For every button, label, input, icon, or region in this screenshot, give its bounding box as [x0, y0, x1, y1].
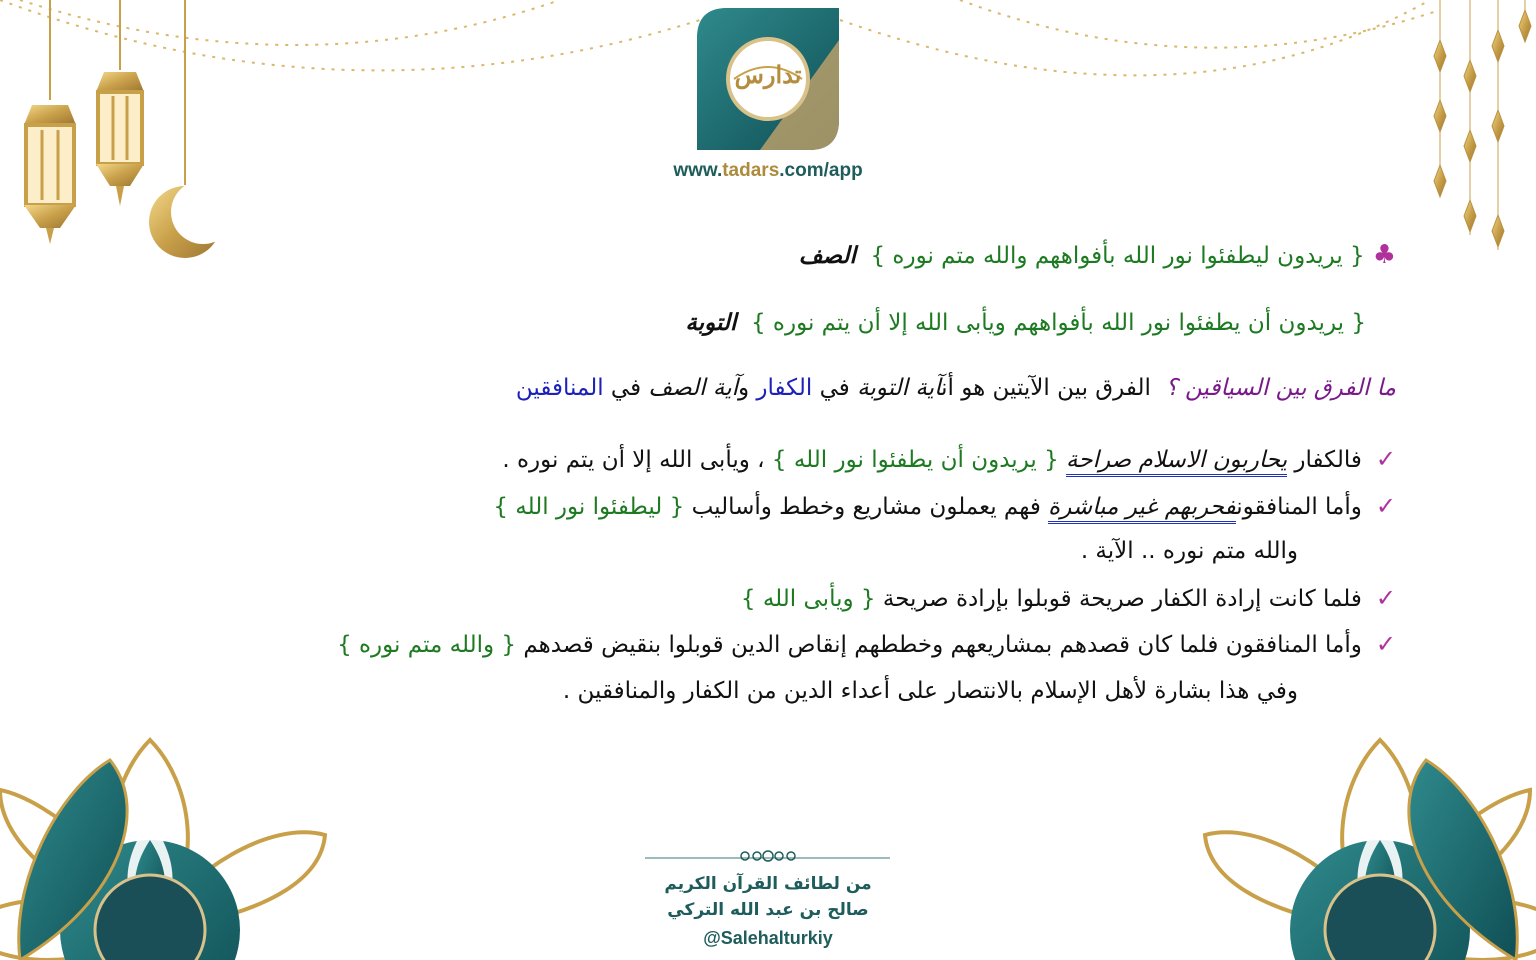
point-2-continuation: والله متم نوره .. الآية . — [1080, 538, 1298, 564]
check-icon: ✓ — [1375, 630, 1396, 658]
check-icon: ✓ — [1375, 445, 1396, 473]
question-line: ما الفرق بين السياقين ؟ الفرق بين الآيتين هو أنآية التوبة في الكفار وآية الصف في المنافقين — [515, 375, 1396, 401]
point-1: ✓فالكفار يحاربون الاسلام صراحة { يريدون أن يطفئوا نور الله } ، ويأبى الله إلا أن يتم نوره . — [502, 445, 1396, 473]
check-icon: ✓ — [1375, 492, 1396, 520]
footer-divider — [645, 851, 890, 861]
lantern-icon — [24, 0, 76, 244]
point-3: ✓فلما كانت إرادة الكفار صريحة قوبلوا بإرادة صريحة { ويأبى الله } — [740, 584, 1396, 612]
hanging-ornaments-right — [1434, 0, 1531, 250]
footer-handle[interactable]: @Salehalturkiy — [703, 928, 833, 948]
verse-saff: ♣{ يريدون ليطفئوا نور الله بأفواههم والله متم نوره } الصف — [798, 240, 1396, 270]
app-url[interactable]: www.tadars.com/app — [673, 160, 863, 181]
club-icon: ♣ — [1372, 240, 1396, 270]
logo-text: تدارس — [734, 60, 802, 89]
crescent-icon — [149, 0, 235, 258]
check-icon: ✓ — [1375, 584, 1396, 612]
bead-garland-right — [840, 0, 1440, 75]
footer-line-1: من لطائف القرآن الكريم — [664, 874, 872, 894]
surah-name-saff: الصف — [798, 243, 856, 269]
point-4-continuation: وفي هذا بشارة لأهل الإسلام بالانتصار على أعداء الدين من الكفار والمنافقين . — [562, 678, 1298, 704]
lantern-icon — [96, 0, 144, 206]
point-2: ✓وأما المنافقونفحربهم غير مباشرة فهم يعملون مشاريع وخطط وأساليب { ليطفئوا نور الله } — [493, 492, 1396, 520]
footer-line-2: صالح بن عبد الله التركي — [667, 900, 869, 920]
surah-name-tawba: التوبة — [685, 310, 737, 336]
bead-garland-left — [0, 0, 700, 70]
verse-tawba: { يريدون أن يطفئوا نور الله بأفواههم ويأبى الله إلا أن يتم نوره } التوبة — [685, 310, 1366, 336]
point-4: ✓وأما المنافقون فلما كان قصدهم بمشاريعهم وخططهم إنقاص الدين قوبلوا بنقيض قصدهم { والله متم نوره } — [337, 630, 1396, 658]
